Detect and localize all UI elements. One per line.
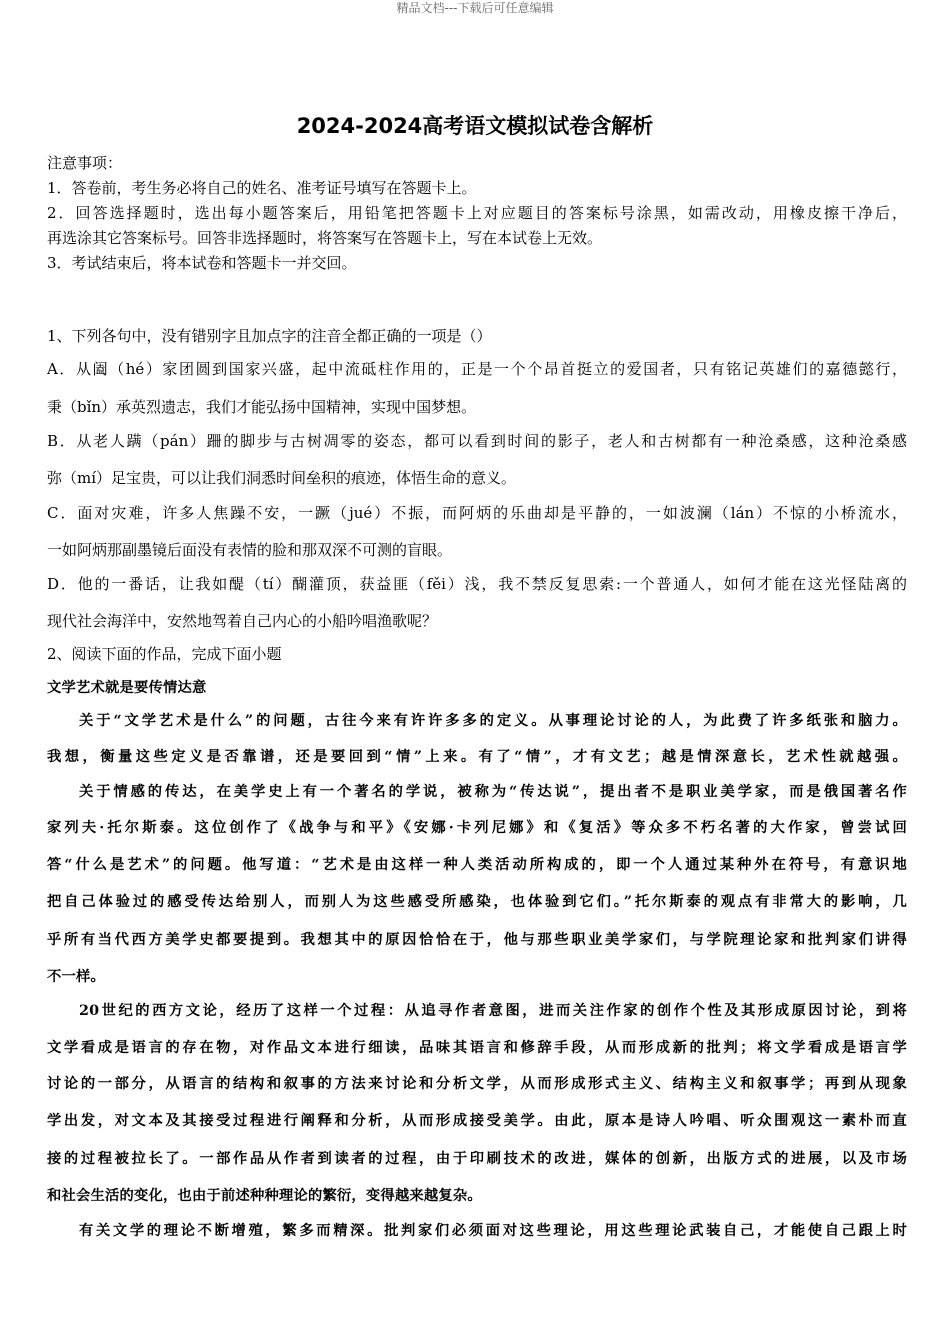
question-1-option-b-cont: 弥（mí）足宝贵，可以让我们洞悉时间垒积的痕迹，体悟生命的意义。 <box>47 469 517 487</box>
essay-line: 家列夫·托尔斯泰。这位创作了《战争与和平》《安娜·卡列尼娜》和《复活》等众多不朽名著的大作家，曾尝试回 <box>47 820 907 836</box>
notice-item-3: 3．考试结束后，将本试卷和答题卡一并交回。 <box>47 254 357 272</box>
page-title: 2024-2024高考语文模拟试卷含解析 <box>296 114 654 138</box>
question-1-option-a: A．从阖（hé）家团圆到国家兴盛，起中流砥柱作用的，正是一个个昂首挺立的爱国者，只有铭记英雄们的嘉德懿行， <box>47 360 907 378</box>
essay-line: 和社会生活的变化，也由于前述种种理论的繁衍，变得越来越复杂。 <box>47 1188 482 1204</box>
essay-title: 文学艺术就是要传情达意 <box>47 680 207 696</box>
notice-item-2: 2．回答选择题时，选出每小题答案后，用铅笔把答题卡上对应题目的答案标号涂黑，如需改动，用橡皮擦干净后， <box>47 204 907 222</box>
essay-line: 20世纪的西方文论，经历了这样一个过程：从追寻作者意图，进而关注作家的创作个性及其形成原因讨论，到将 <box>79 1003 907 1019</box>
essay-line: 有关文学的理论不断增殖，繁多而精深。批判家们必须面对这些理论，用这些理论武装自己，才能使自己跟上时 <box>79 1223 907 1239</box>
essay-line: 乎所有当代西方美学史都要提到。我想其中的原因恰恰在于，他与那些职业美学家们，与学院理论家和批判家们讲得 <box>47 932 907 948</box>
question-1-option-c-cont: 一如阿炳那副墨镜后面没有表情的脸和那双深不可测的盲眼。 <box>47 541 453 559</box>
essay-line: 讨论的一部分，从语言的结构和叙事的方法来讨论和分析文学，从而形成形式主义、结构主义和叙事学；再到从现象 <box>47 1076 907 1092</box>
question-1-stem: 1、下列各句中，没有错别字且加点字的注音全都正确的一项是（） <box>47 327 492 345</box>
essay-line: 答“什么是艺术”的问题。他写道：“艺术是由这样一种人类活动所构成的，即一个人通过某种外在符号，有意识地 <box>47 857 907 873</box>
essay-line: 关于“文学艺术是什么”的问题，古往今来有许许多多的定义。从事理论讨论的人，为此费了许多纸张和脑力。 <box>79 713 907 729</box>
page-header-note: 精品文档---下载后可任意编辑 <box>396 1 554 15</box>
question-1-option-c: C．面对灾难，许多人焦躁不安，一蹶（jué）不振，而阿炳的乐曲却是平静的，一如波澜（lán）不惊的小桥流水， <box>47 504 907 522</box>
notice-heading: 注意事项： <box>47 154 123 172</box>
essay-line: 不一样。 <box>47 969 105 985</box>
essay-line: 学出发，对文本及其接受过程进行阐释和分析，从而形成接受美学。由此，原本是诗人吟唱、听众围观这一素朴而直 <box>47 1113 907 1129</box>
question-1-option-d-cont: 现代社会海洋中，安然地驾着自己内心的小船吟唱渔歌呢？ <box>47 612 438 630</box>
notice-item-2-cont: 再选涂其它答案标号。回答非选择题时，将答案写在答题卡上，写在本试卷上无效。 <box>47 229 603 247</box>
essay-line: 关于情感的传达，在美学史上有一个著名的学说，被称为“传达说”，提出者不是职业美学家，而是俄国著名作 <box>79 784 907 800</box>
question-1-option-d: D．他的一番话，让我如醍（tí）醐灌顶，获益匪（fěi）浅，我不禁反复思索:一个普通人，如何才能在这光怪陆离的 <box>47 575 907 593</box>
notice-item-1: 1．答卷前，考生务必将自己的姓名、准考证号填写在答题卡上。 <box>47 179 477 197</box>
essay-line: 接的过程被拉长了。一部作品从作者到读者的过程，由于印刷技术的改进，媒体的创新，出版方式的进展，以及市场 <box>47 1151 907 1167</box>
question-1-option-a-cont: 秉（bǐn）承英烈遗志，我们才能弘扬中国精神，实现中国梦想。 <box>47 398 477 416</box>
essay-line: 文学看成是语言的存在物，对作品文本进行细读，品味其语言和修辞手段，从而形成新的批判；将文学看成是语言学 <box>47 1040 907 1056</box>
question-2-stem: 2、阅读下面的作品，完成下面小题 <box>47 645 282 663</box>
essay-line: 我想，衡量这些定义是否靠谱，还是要回到“情”上来。有了“情”，才有文艺；越是情深意长，艺术性就越强。 <box>47 749 907 765</box>
essay-line: 把自己体验过的感受传达给别人，而别人为这些感受所感染，也体验到它们。”托尔斯泰的观点有非常大的影响，几 <box>47 894 907 910</box>
question-1-option-b: B．从老人蹒（pán）跚的脚步与古树凋零的姿态，都可以看到时间的影子，老人和古树都有一种沧桑感，这种沧桑感 <box>47 432 907 450</box>
